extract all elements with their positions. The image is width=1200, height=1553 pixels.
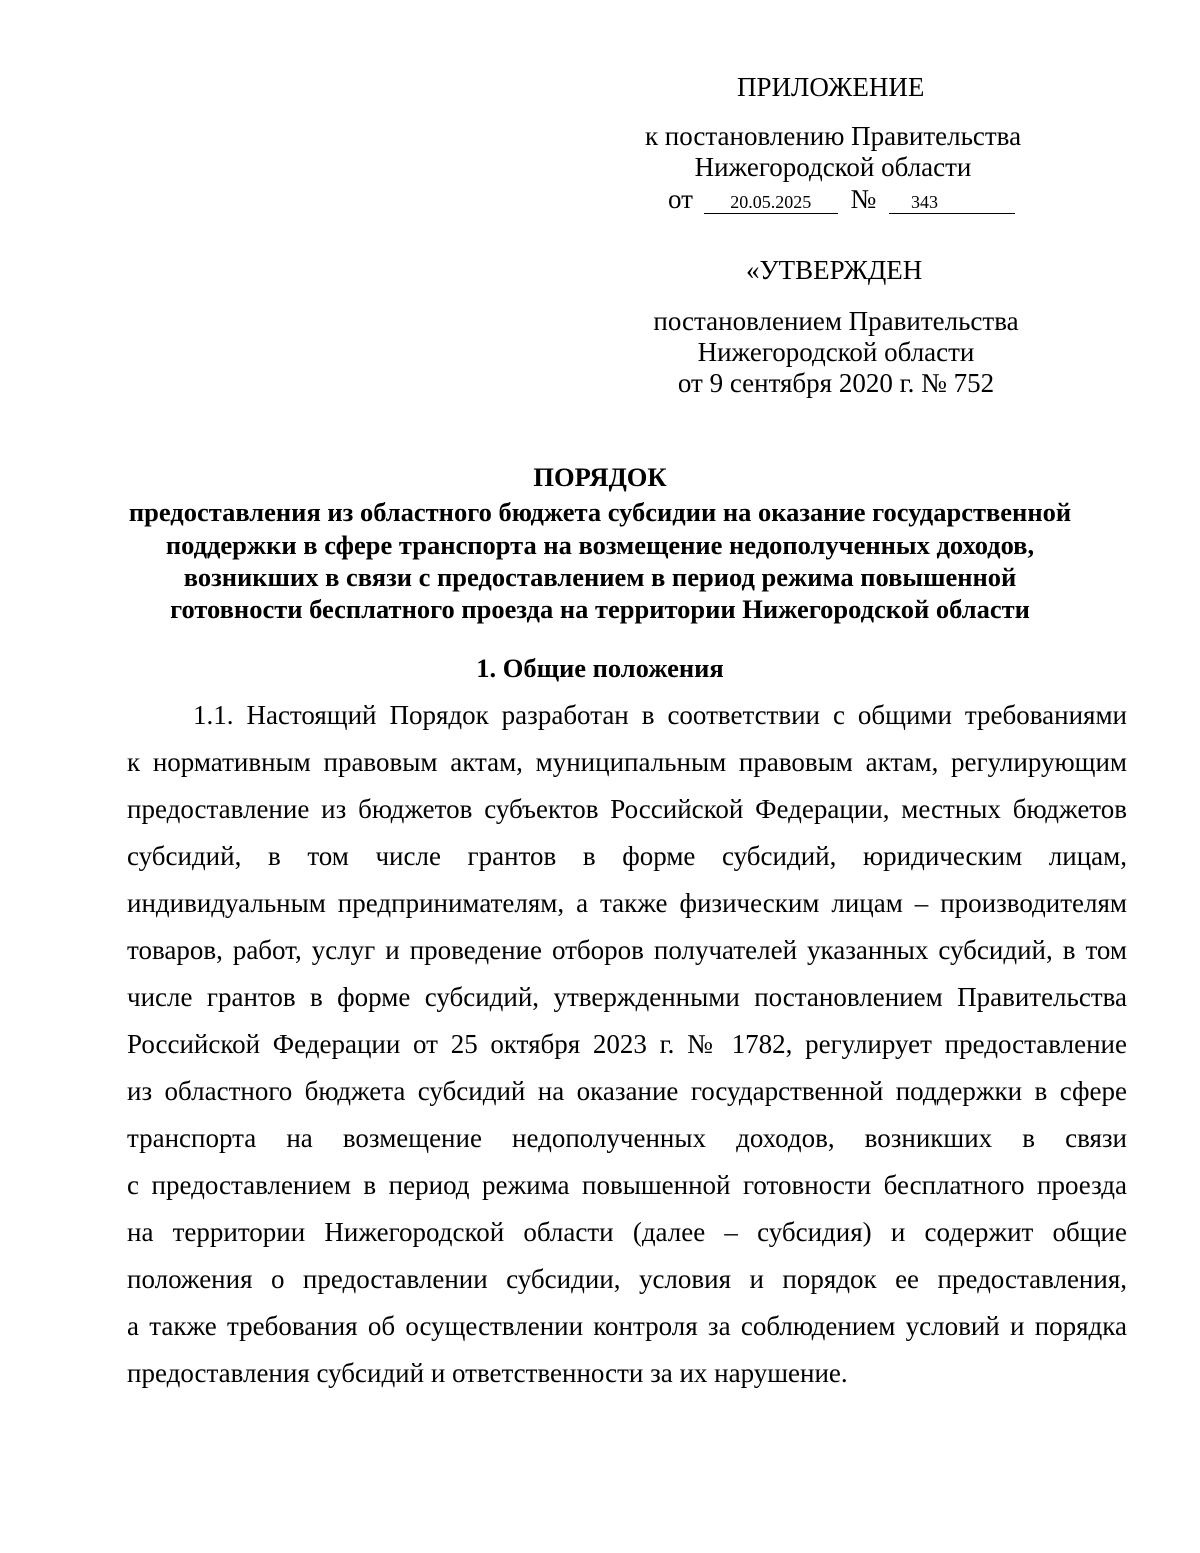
paragraph-line: а также требования об осуществлении контроля за соблюдением условий и порядка <box>127 1311 1127 1341</box>
document-subtitle-line-1: предоставления из областного бюджета субсидии на оказание государственной <box>128 497 1072 527</box>
appendix-title: ПРИЛОЖЕНИЕ <box>737 72 925 102</box>
paragraph-line: транспорта на возмещение недополученных доходов, возникших в связи <box>127 1123 1127 1153</box>
number-sign: № <box>850 184 877 214</box>
paragraph-line: Российской Федерации от 25 октября 2023 г. № 1782, регулирует предоставление <box>127 1029 1127 1059</box>
paragraph-line: предоставление из бюджетов субъектов Российской Федерации, местных бюджетов <box>127 794 1127 824</box>
paragraph-line: из областного бюджета субсидий на оказание государственной поддержки в сфере <box>127 1076 1127 1106</box>
section-heading: 1. Общие положения <box>476 653 724 683</box>
date-field: 20.05.2025 <box>704 193 838 214</box>
paragraph-line: числе грантов в форме субсидий, утвержденными постановлением Правительства <box>127 982 1127 1012</box>
approved-title: «УТВЕРЖДЕН <box>746 255 923 285</box>
appendix-line-1: к постановлению Правительства <box>644 121 1022 151</box>
paragraph-line: предоставления субсидий и ответственности за их нарушение. <box>127 1358 848 1388</box>
appendix-date-row <box>668 186 1015 214</box>
approved-line-3: от 9 сентября 2020 г. № 752 <box>677 368 995 398</box>
section-paragraph <box>127 692 1127 1397</box>
number-field <box>889 193 1015 214</box>
approved-line-2: Нижегородской области <box>697 337 975 367</box>
approved-line-1: постановлением Правительства <box>653 306 1019 336</box>
document-subtitle-line-4: готовности бесплатного проезда на территории Нижегородской области <box>170 594 1030 624</box>
document-title: ПОРЯДОК <box>533 462 667 492</box>
paragraph-line: субсидий, в том числе грантов в форме субсидий, юридическим лицам, <box>127 841 1127 871</box>
appendix-line-2: Нижегородской области <box>694 152 972 182</box>
number-value: 343 <box>910 192 938 212</box>
paragraph-line: 1.1. Настоящий Порядок разработан в соответствии с общими требованиями <box>193 700 1127 730</box>
paragraph-line: с предоставлением в период режима повышенной готовности бесплатного проезда <box>127 1170 1127 1200</box>
paragraph-line: на территории Нижегородской области (далее – субсидия) и содержит общие <box>127 1217 1127 1247</box>
document-subtitle-line-3: возникших в связи с предоставлением в период режима повышенной <box>183 562 1017 592</box>
paragraph-line: положения о предоставлении субсидии, условия и порядок ее предоставления, <box>127 1264 1127 1294</box>
paragraph-line: товаров, работ, услуг и проведение отборов получателей указанных субсидий, в том <box>127 935 1127 965</box>
paragraph-line: индивидуальным предпринимателям, а также физическим лицам – производителям <box>127 888 1127 918</box>
document-subtitle-line-2: поддержки в сфере транспорта на возмещение недополученных доходов, <box>165 530 1035 560</box>
date-prefix: от <box>668 184 693 214</box>
paragraph-line: к нормативным правовым актам, муниципальным правовым актам, регулирующим <box>127 747 1127 777</box>
